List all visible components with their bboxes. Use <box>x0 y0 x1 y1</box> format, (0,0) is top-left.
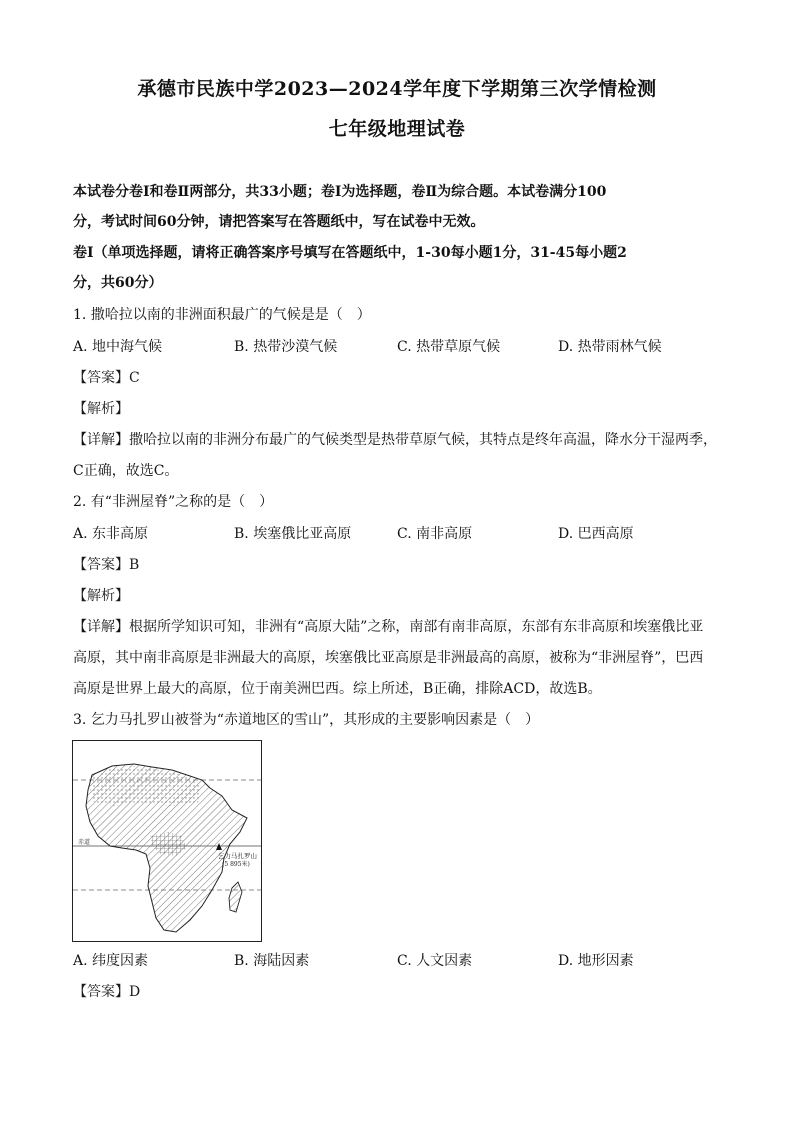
q3-option-c: C. 人文因素 <box>397 953 473 969</box>
intro-line-2: 分，考试时间60分钟，请把答案写在答题纸中，写在试卷中无效。 <box>73 214 485 230</box>
peak-height-label: (5 895米) <box>222 861 250 868</box>
question-3-stem: 3. 乞力马扎罗山被誉为“赤道地区的雪山”，其形成的主要影响因素是（ ） <box>73 712 540 728</box>
equator-label: 赤道 <box>78 839 91 846</box>
exam-title: 承德市民族中学2023—2024学年度下学期第三次学情检测 <box>137 78 657 100</box>
q2-analysis: 【解析】 <box>73 588 129 604</box>
q3-option-a: A. 纬度因素 <box>73 953 149 969</box>
q1-option-b: B. 热带沙漠气候 <box>234 339 338 355</box>
question-2-stem: 2. 有“非洲屋脊”之称的是（ ） <box>73 494 274 510</box>
africa-map <box>72 740 262 942</box>
q1-answer: 【答案】C <box>73 370 140 386</box>
q2-detail-line-1: 【详解】根据所学知识可知，非洲有“高原大陆”之称，南部有南非高原，东部有东非高原和埃塞俄比亚 <box>73 619 704 635</box>
q1-option-d: D. 热带雨林气候 <box>558 339 662 355</box>
intro-line-3: 卷Ⅰ（单项选择题，请将正确答案序号填写在答题纸中，1-30每小题1分，31-45每小题2 <box>73 245 627 261</box>
q1-detail-line-2: C正确，故选C。 <box>73 463 179 479</box>
intro-line-1: 本试卷分卷Ⅰ和卷Ⅱ两部分，共33小题；卷Ⅰ为选择题，卷Ⅱ为综合题。本试卷满分100 <box>73 184 607 200</box>
q2-option-b: B. 埃塞俄比亚高原 <box>234 526 352 542</box>
question-1-stem: 1. 撒哈拉以南的非洲面积最广的气候是是（ ） <box>73 307 371 323</box>
q2-option-a: A. 东非高原 <box>73 526 149 542</box>
q2-detail-line-2: 高原，其中南非高原是非洲最大的高原，埃塞俄比亚高原是非洲最高的高原，被称为“非洲屋脊”，巴西 <box>73 650 704 666</box>
exam-subtitle: 七年级地理试卷 <box>328 118 466 140</box>
peak-label: 乞力马扎罗山 <box>218 852 257 860</box>
q3-answer: 【答案】D <box>73 984 141 1000</box>
q1-option-a: A. 地中海气候 <box>73 339 163 355</box>
q3-option-b: B. 海陆因素 <box>234 953 310 969</box>
q2-detail-line-3: 高原是世界上最大的高原，位于南美洲巴西。综上所述，B正确，排除ACD，故选B。 <box>73 681 602 697</box>
q1-analysis: 【解析】 <box>73 401 129 417</box>
q1-option-c: C. 热带草原气候 <box>397 339 501 355</box>
q2-option-c: C. 南非高原 <box>397 526 473 542</box>
q2-option-d: D. 巴西高原 <box>558 526 634 542</box>
intro-line-4: 分，共60分） <box>73 275 163 291</box>
q1-detail-line-1: 【详解】撒哈拉以南的非洲分布最广的气候类型是热带草原气候，其特点是终年高温，降水分干湿两季， <box>73 432 717 448</box>
q2-answer: 【答案】B <box>73 557 140 573</box>
q3-option-d: D. 地形因素 <box>558 953 634 969</box>
